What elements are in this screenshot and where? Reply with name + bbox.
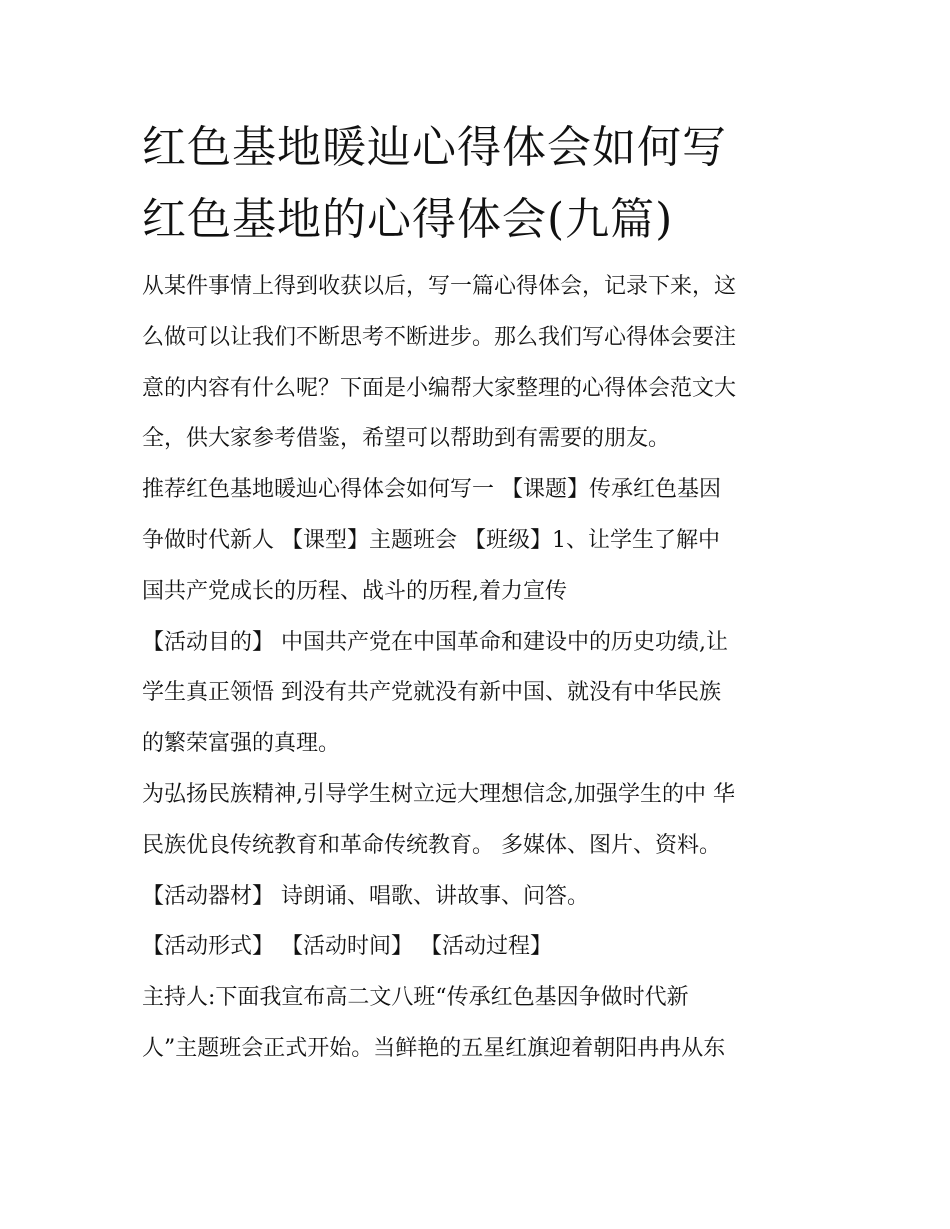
text-line: 全，供大家参考借鉴，希望可以帮助到有需要的朋友。 bbox=[142, 426, 671, 452]
purpose-paragraph bbox=[142, 770, 822, 872]
intro-paragraph bbox=[142, 262, 822, 465]
equipment-paragraph bbox=[142, 872, 822, 923]
text-line: 从某件事情上得到收获以后，写一篇心得体会，记录下来，这 bbox=[142, 274, 737, 299]
document-title bbox=[142, 112, 822, 256]
text-line: 民族优良传统教育和革命传统教育。 多媒体、图片、资料。 bbox=[142, 832, 721, 858]
text-line: 主持人:下面我宣布高二文八班“传承红色基因争做时代新 bbox=[142, 985, 689, 1011]
text-line: 么做可以让我们不断思考不断进步。那么我们写心得体会要注 bbox=[142, 324, 737, 350]
text-line: 人”主题班会正式开始。当鲜艳的五星红旗迎着朝阳冉冉从东 bbox=[142, 1035, 726, 1061]
text-line: 推荐红色基地暖辿心得体会如何写一 【课题】传承红色基因 bbox=[142, 477, 721, 503]
text-line: 争做时代新人 【课型】主题班会 【班级】1、让学生了解中 bbox=[142, 527, 720, 553]
activity-goal-paragraph bbox=[142, 618, 822, 770]
text-line: 为弘扬民族精神,引导学生树立远大理想信念,加强学生的中 华 bbox=[142, 781, 735, 807]
topic-paragraph bbox=[142, 465, 822, 617]
document-page bbox=[142, 112, 822, 1075]
format-paragraph bbox=[142, 922, 822, 973]
title-line: 红色基地的心得体会(九篇) bbox=[142, 194, 674, 245]
title-line: 红色基地暖辿心得体会如何写 bbox=[142, 122, 727, 173]
text-line: 意的内容有什么呢？下面是小编帮大家整理的心得体会范文大 bbox=[142, 375, 737, 401]
text-line: 【活动目的】 中国共产党在中国革命和建设中的历史功绩,让 bbox=[142, 629, 728, 655]
text-line: 【活动形式】 【活动时间】 【活动过程】 bbox=[142, 934, 552, 960]
text-line: 的繁荣富强的真理。 bbox=[142, 731, 341, 757]
host-paragraph bbox=[142, 973, 822, 1075]
text-line: 【活动器材】 诗朗诵、唱歌、讲故事、问答。 bbox=[142, 883, 589, 909]
text-line: 国共产党成长的历程、战斗的历程,着力宣传 bbox=[142, 578, 567, 604]
text-line: 学生真正领悟 到没有共产党就没有新中国、就没有中华民族 bbox=[142, 680, 721, 706]
